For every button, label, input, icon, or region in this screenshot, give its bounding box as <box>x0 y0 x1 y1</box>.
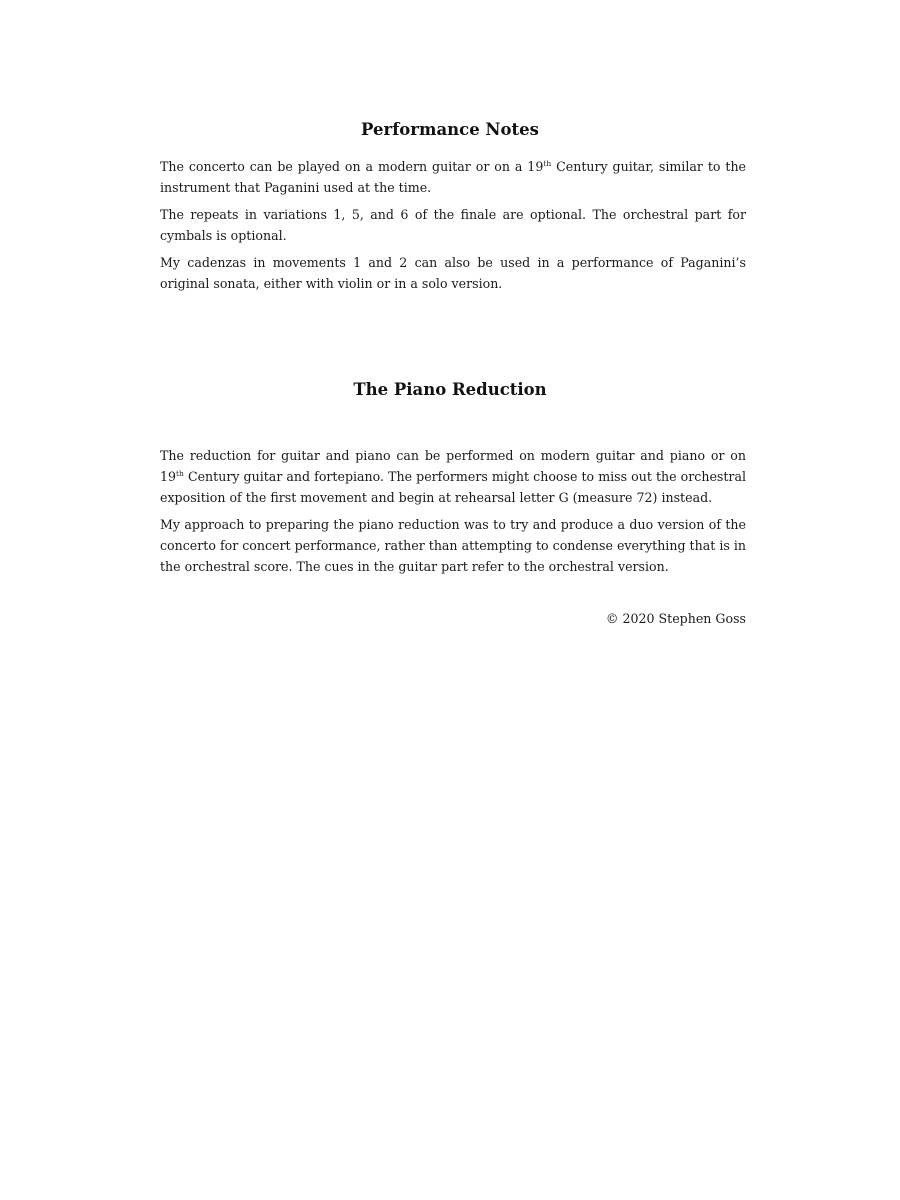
performance-notes-paragraph-2: The repeats in variations 1, 5, and 6 of the finale are optional. The orchestral part for cymbals is optional. <box>160 207 746 243</box>
piano-reduction-paragraph-1 <box>160 445 746 508</box>
ordinal-suffix: th <box>543 159 552 168</box>
paragraph-text: The concerto can be played on a modern guitar or on a 19 <box>160 159 544 174</box>
piano-reduction-paragraph-2: My approach to preparing the piano reduction was to try and produce a duo version of the concerto for concert performance, rather than attempting to condense everything that is in the orchestral score. The cues in the guitar part refer to the orchestral version. <box>160 517 746 574</box>
paragraph-text: Century guitar and fortepiano. The performers might choose to miss out the orchestral exposition of the first movement and begin at rehearsal letter G (measure 72) instead. <box>160 469 746 505</box>
performance-notes-body <box>160 156 746 300</box>
ordinal-suffix: th <box>176 469 184 478</box>
performance-notes-paragraph-1 <box>160 156 746 198</box>
piano-reduction-body <box>160 445 746 583</box>
paragraph-text: The reduction for guitar and piano can be performed on modern guitar and piano or on 19 <box>160 448 746 484</box>
performance-notes-paragraph-3: My cadenzas in movements 1 and 2 can also be used in a performance of Paganini’s original sonata, either with violin or in a solo version. <box>160 255 746 291</box>
copyright-notice: © 2020 Stephen Goss <box>605 611 746 626</box>
performance-notes-heading: Performance Notes <box>361 120 539 139</box>
piano-reduction-heading: The Piano Reduction <box>353 380 547 399</box>
paragraph-text: Century guitar, similar to the instrument that Paganini used at the time. <box>160 159 747 195</box>
